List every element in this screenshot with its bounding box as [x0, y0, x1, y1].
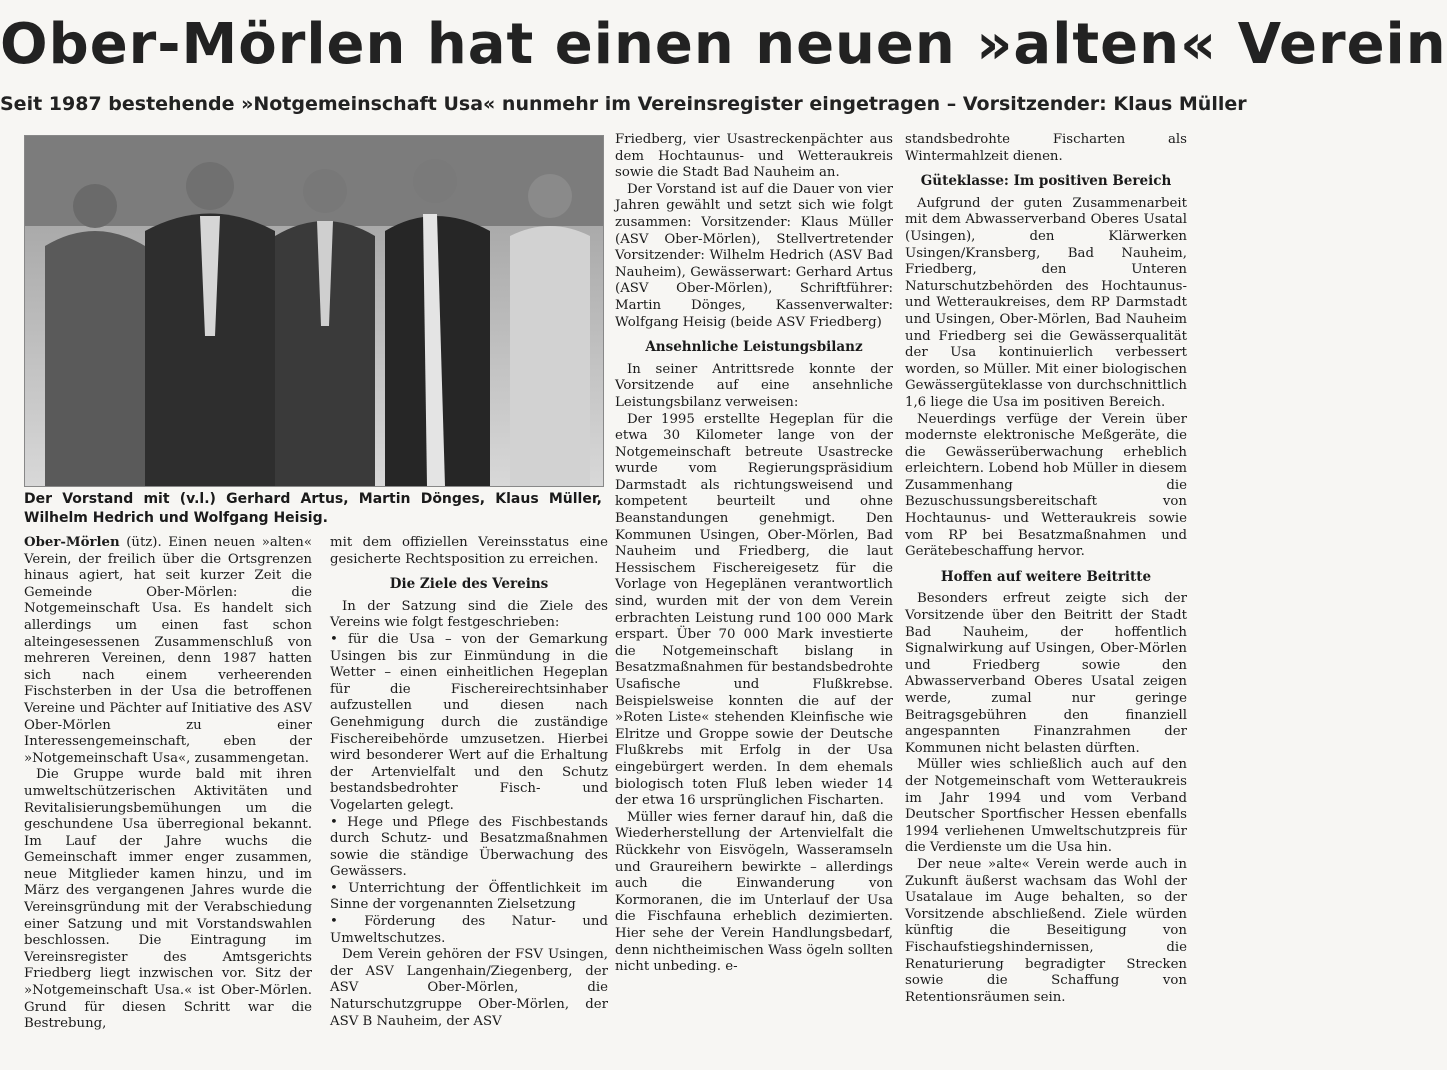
dateline: Ober-Mörlen	[24, 535, 120, 550]
list-item: • Hege und Pflege des Fischbestands durch Schutz- und Besatzmaßnahmen sowie die ständige Überwachung des Gewässers.	[330, 814, 608, 880]
paragraph: Müller wies schließlich auch auf den der Notgemeinschaft vom Wetteraukreis im Jahr 1994 und vom Verband Deutscher Sportfischer Hessen ebenfalls 1994 verliehenen Umweltschutzpreis für die Verdienste um die Usa hin.	[905, 757, 1187, 856]
paragraph: Dem Verein gehören der FSV Usingen, der ASV Langenhain/Ziegenberg, der ASV Ober-Mörlen, die Naturschutzgruppe Ober-Mörlen, der ASV B Nauheim, der ASV	[330, 947, 608, 1029]
paragraph: Müller wies ferner darauf hin, daß die Wiederherstellung der Artenvielfalt die Rückkehr von Eisvögeln, Wasseramseln und Graureihern bewirkte – allerdings auch die Einwanderung von Kormoranen, die im Unterlauf der Usa die Fischfauna erheblich dezimierten. Hier sehe der Verein Handlungsbedarf, denn nichtheimischen Wass ögeln sollten nicht unbeding. e-	[615, 809, 893, 975]
list-item: • für die Usa – von der Gemarkung Usingen bis zur Einmündung in die Wetter – einen einheitlichen Hegeplan für die Fischereirechtsinhaber aufzustellen und diesen nach Genehmigung durch die zuständige Fischereibehörde umzusetzen. Hierbei wird besonderer Wert auf die Erhaltung der Artenvielfalt und den Schutz bestandsbedrohter Fisch- und Vogelarten gelegt.	[330, 631, 608, 813]
section-heading: Güteklasse: Im positiven Bereich	[920, 173, 1172, 190]
section-heading: Die Ziele des Vereins	[389, 576, 549, 593]
paragraph: Besonders erfreut zeigte sich der Vorsitzende über den Beitritt der Stadt Bad Nauheim, der hoffentlich Signalwirkung auf Usingen, Ober-Mörlen und Friedberg sowie den Abwasserverband Oberes Usatal zeigen werde, zumal nur geringe Beitragsgebühren den finanziell angespannten Finanzrahmen der Kommunen nicht belasten dürften.	[905, 591, 1187, 756]
article-column-2	[330, 535, 608, 1065]
article-column-4	[905, 132, 1187, 1065]
paragraph: Ober-Mörlen (ütz). Einen neuen »alten« Verein, der freilich über die Ortsgrenzen hinaus agiert, hat seit kurzer Zeit die Gemeinde Ober-Mörlen: die Notgemeinschaft Usa. Es handelt sich allerdings um einen fast schon alteingesessenen Zusammenschluß von mehreren Vereinen, denn 1987 hatten sich nach einem verheerenden Fischsterben in der Usa die betroffenen Vereine und Pächter auf Initiative des ASV Ober-Mörlen zu einer Interessengemeinschaft, eben der »Notgemeinschaft Usa«, zusammengetan.	[24, 535, 312, 766]
paragraph: Die Gruppe wurde bald mit ihren umweltschützerischen Aktivitäten und Revitalisierungsbemühungen um die geschundene Usa überregional bekannt. Im Lauf der Jahre wuchs die Gemeinschaft immer enger zusammen, neue Mitglieder kamen hinzu, und im März des vergangenen Jahres wurde die Vereinsgründung mit der Verabschiedung einer Satzung und mit Vorstandswahlen beschlossen. Die Eintragung im Vereinsregister des Amtsgerichts Friedberg liegt inzwischen vor. Sitz der »Notgemeinschaft Usa.« ist Ober-Mörlen. Grund für diesen Schritt war die Bestrebung,	[24, 767, 312, 1032]
list-item: • Unterrichtung der Öffentlichkeit im Sinne der vorgenannten Zielsetzung	[330, 880, 608, 913]
paragraph: standsbedrohte Fischarten als Wintermahlzeit dienen.	[905, 132, 1187, 164]
article-column-1	[24, 535, 312, 1065]
section-heading: Hoffen auf weitere Beitritte	[940, 568, 1152, 585]
paragraph: In der Satzung sind die Ziele des Vereins wie folgt festgeschrieben:	[330, 598, 608, 631]
list-item: • Förderung des Natur- und Umweltschutzes.	[330, 914, 608, 946]
section-heading: Ansehnliche Leistungsbilanz	[645, 339, 863, 356]
article-column-3	[615, 132, 893, 1065]
paragraph: In seiner Antrittsrede konnte der Vorsitzende auf eine ansehnliche Leistungsbilanz verweisen:	[615, 361, 893, 410]
headline: Ober-Mörlen hat einen neuen »alten« Verein	[0, 12, 1447, 77]
subheadline: Seit 1987 bestehende »Notgemeinschaft Usa« nunmehr im Vereinsregister eingetragen – Vorsitzender: Klaus Müller	[0, 93, 1247, 115]
paragraph: Der Vorstand ist auf die Dauer von vier Jahren gewählt und setzt sich wie folgt zusammen: Vorsitzender: Klaus Müller (ASV Ober-Mörlen), Stellvertretender Vorsitzender: Wilhelm Hedrich (ASV Bad Nauheim), Gewässerwart: Gerhard Artus (ASV Ober-Mörlen), Schriftführer: Martin Dönges, Kassenverwalter: Wolfgang Heisig (beide ASV Friedberg)	[615, 181, 893, 330]
paragraph: mit dem offiziellen Vereinsstatus eine gesicherte Rechtsposition zu erreichen.	[330, 535, 608, 567]
paragraph: Aufgrund der guten Zusammenarbeit mit dem Abwasserverband Oberes Usatal (Usingen), den Klärwerken Usingen/Kransberg, Bad Nauheim, Friedberg, den Unteren Naturschutzbehörden des Hochtaunus- und Wetteraukreises, dem RP Darmstadt und Usingen, Ober-Mörlen, Bad Nauheim und Friedberg sei die Gewässerqualität der Usa kontinuierlich verbessert worden, so Müller. Mit einer biologischen Gewässergüteklasse von durchschnittlich 1,6 liege die Usa im positiven Bereich.	[905, 195, 1187, 410]
photo-caption: Der Vorstand mit (v.l.) Gerhard Artus, Martin Dönges, Klaus Müller, Wilhelm Hedrich und Wolfgang Heisig.	[24, 491, 602, 526]
paragraph: Neuerdings verfüge der Verein über modernste elektronische Meßgeräte, die die Gewässerüberwachung erheblich erleichtern. Lobend hob Müller in diesem Zusammenhang die Bezuschussungsbereitschaft von Hochtaunus- und Wetteraukreis sowie vom RP bei Besatzmaßnahmen und Gerätebeschaffung hervor.	[905, 411, 1187, 560]
paragraph: Friedberg, vier Usastreckenpächter aus dem Hochtaunus- und Wetteraukreis sowie die Stadt Bad Nauheim an.	[615, 132, 893, 181]
paragraph: Der neue »alte« Verein werde auch in Zukunft äußerst wachsam das Wohl der Usatalaue im Auge behalten, so der Vorsitzende abschließend. Ziele würden künftig die Beseitigung von Fischaufstiegshindernissen, die Renaturierung begradigter Strecken sowie die Schaffung von Retentionsräumen sein.	[905, 856, 1187, 1005]
group-photo	[24, 135, 604, 487]
paragraph: Der 1995 erstellte Hegeplan für die etwa 30 Kilometer lange von der Notgemeinschaft betreute Usastrecke wurde vom Regierungspräsidium Darmstadt als richtungsweisend und kompetent beurteilt und ohne Beanstandungen genehmigt. Den Kommunen Usingen, Ober-Mörlen, Bad Nauheim und Friedberg, die laut Hessischem Fischereigesetz für die Vorlage von Hegeplänen verantwortlich sind, wurden mit der von dem Verein erbrachten Leistung rund 100 000 Mark erspart. Über 70 000 Mark investierte die Notgemeinschaft bislang in Besatzmaßnahmen für bestandsbedrohte Usafische und Flußkrebse. Beispielsweise konnten die auf der »Roten Liste« stehenden Kleinfische wie Elritze und Groppe sowie der Deutsche Flußkrebs mit Erfolg in der Usa eingebürgert werden. In dem ehemals biologisch toten Fluß leben wieder 14 der etwa 16 ursprünglichen Fischarten.	[615, 411, 893, 809]
